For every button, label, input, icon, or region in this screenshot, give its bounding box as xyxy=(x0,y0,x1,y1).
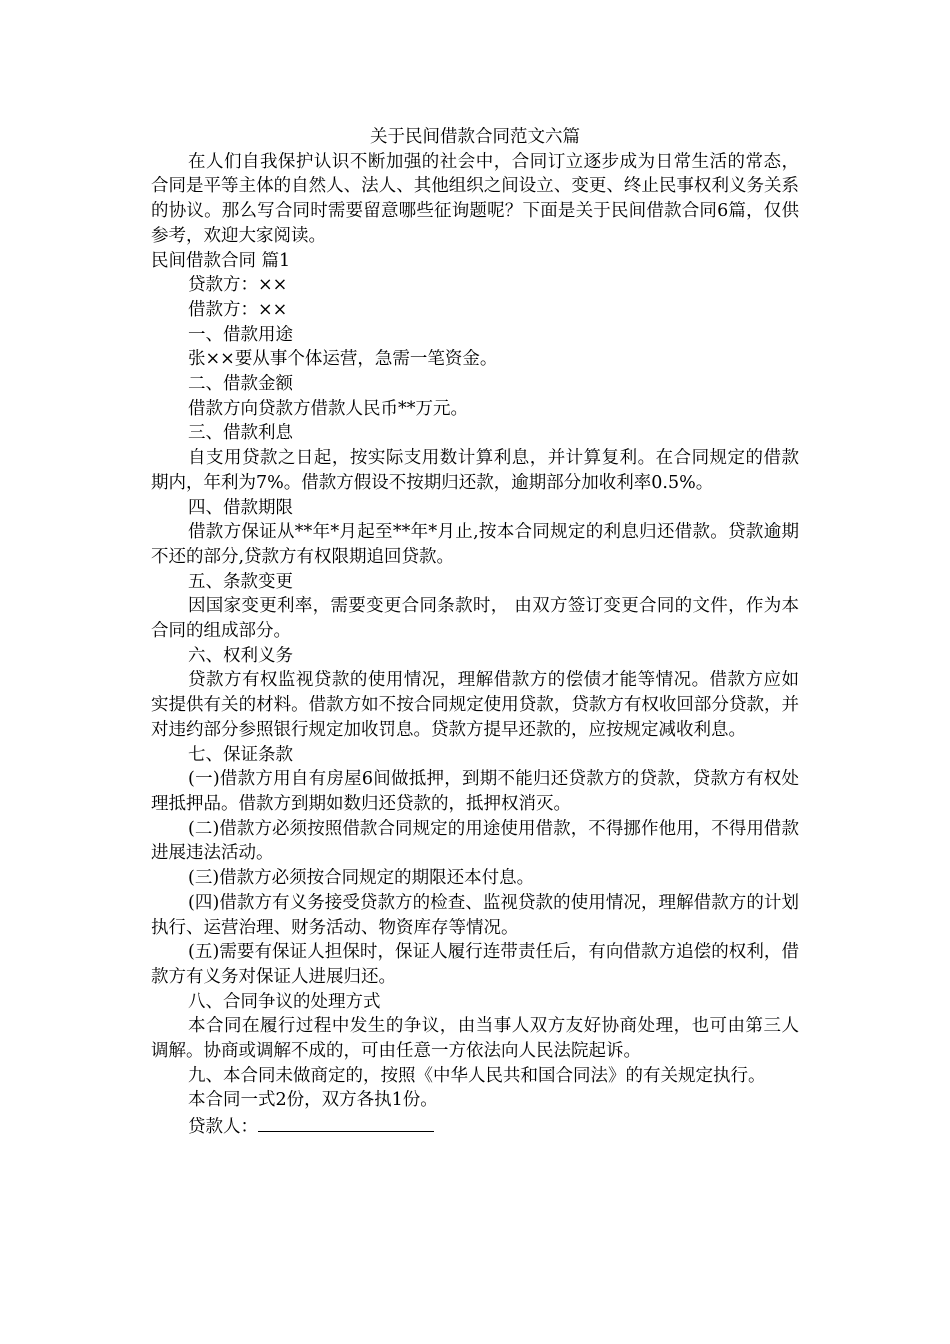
clause-body-rights: 贷款方有权监视贷款的使用情况，理解借款方的偿债才能等情况。借款方应如实提供有关的材料。借款方如不按合同规定使用贷款，贷款方有权收回部分贷款，并对违约部分参照银行规定加收罚息。贷款方提早还款的，应按规定减收利息。 xyxy=(151,670,799,740)
guarantee-item-4: (四)借款方有义务接受贷款方的检查、监视贷款的使用情况，理解借款方的计划执行、运营治理、财务活动、物资库存等情况。 xyxy=(151,892,799,938)
lender-line: 贷款方：×× xyxy=(188,275,288,296)
document-page xyxy=(151,125,799,1140)
clause-body-term: 借款方保证从**年*月起至**年*月止,按本合同规定的利息归还借款。贷款逾期不还的部分,贷款方有权限期追回贷款。 xyxy=(151,522,799,567)
signature-label: 贷款人： xyxy=(188,1117,258,1138)
signature-blank xyxy=(258,1113,434,1132)
clause-heading-term: 四、借款期限 xyxy=(188,497,293,518)
clause-heading-interest: 三、借款利息 xyxy=(188,423,293,444)
clause-body-interest: 自支用贷款之日起，按实际支用数计算利息，并计算复利。在合同规定的借款期内，年利为7%。借款方假设不按期归还款，逾期部分加收利率0.5%。 xyxy=(151,448,799,493)
clause-heading-amount: 二、借款金额 xyxy=(188,374,293,395)
clause-heading-dispute: 八、合同争议的处理方式 xyxy=(188,991,381,1012)
guarantee-item-3: (三)借款方必须按合同规定的期限还本付息。 xyxy=(188,868,535,889)
signature-line xyxy=(151,1113,799,1140)
document-title: 关于民间借款合同范文六篇 xyxy=(370,127,580,147)
clause-heading-rights: 六、权利义务 xyxy=(188,645,293,666)
clause-body-amount: 借款方向贷款方借款人民币**万元。 xyxy=(188,398,468,419)
borrower-line: 借款方：×× xyxy=(188,299,288,320)
copies-line: 本合同一式2份，双方各执1份。 xyxy=(188,1090,438,1111)
clause-body-purpose: 张××要从事个体运营，急需一笔资金。 xyxy=(188,349,498,370)
clause-body-change: 因国家变更利率，需要变更合同条款时， 由双方签订变更合同的文件，作为本合同的组成部分。 xyxy=(151,596,799,642)
clause-heading-guarantee: 七、保证条款 xyxy=(188,744,293,765)
clause-heading-purpose: 一、借款用途 xyxy=(188,324,293,345)
clause-other: 九、本合同未做商定的，按照《中华人民共和国合同法》的有关规定执行。 xyxy=(188,1065,766,1086)
guarantee-item-1: (一)借款方用自有房屋6间做抵押，到期不能归还贷款方的贷款，贷款方有权处理抵押品。借款方到期如数归还贷款的，抵押权消灭。 xyxy=(151,769,799,814)
section-heading: 民间借款合同 篇1 xyxy=(151,250,291,271)
guarantee-item-5: (五)需要有保证人担保时，保证人履行连带责任后，有向借款方追偿的权利，借款方有义务对保证人进展归还。 xyxy=(151,942,799,987)
guarantee-item-2: (二)借款方必须按照借款合同规定的用途使用借款，不得挪作他用，不得用借款进展违法活动。 xyxy=(151,818,799,864)
clause-heading-change: 五、条款变更 xyxy=(188,571,293,592)
clause-body-dispute: 本合同在履行过程中发生的争议，由当事人双方友好协商处理，也可由第三人调解。协商或调解不成的，可由任意一方依法向人民法院起诉。 xyxy=(151,1016,799,1062)
intro-paragraph: 在人们自我保护认识不断加强的社会中，合同订立逐步成为日常生活的常态，合同是平等主体的自然人、法人、其他组织之间设立、变更、终止民事权利义务关系的协议。那么写合同时需要留意哪些征询题呢？下面是关于民间借款合同6篇，仅供参考，欢迎大家阅读。 xyxy=(151,151,799,246)
